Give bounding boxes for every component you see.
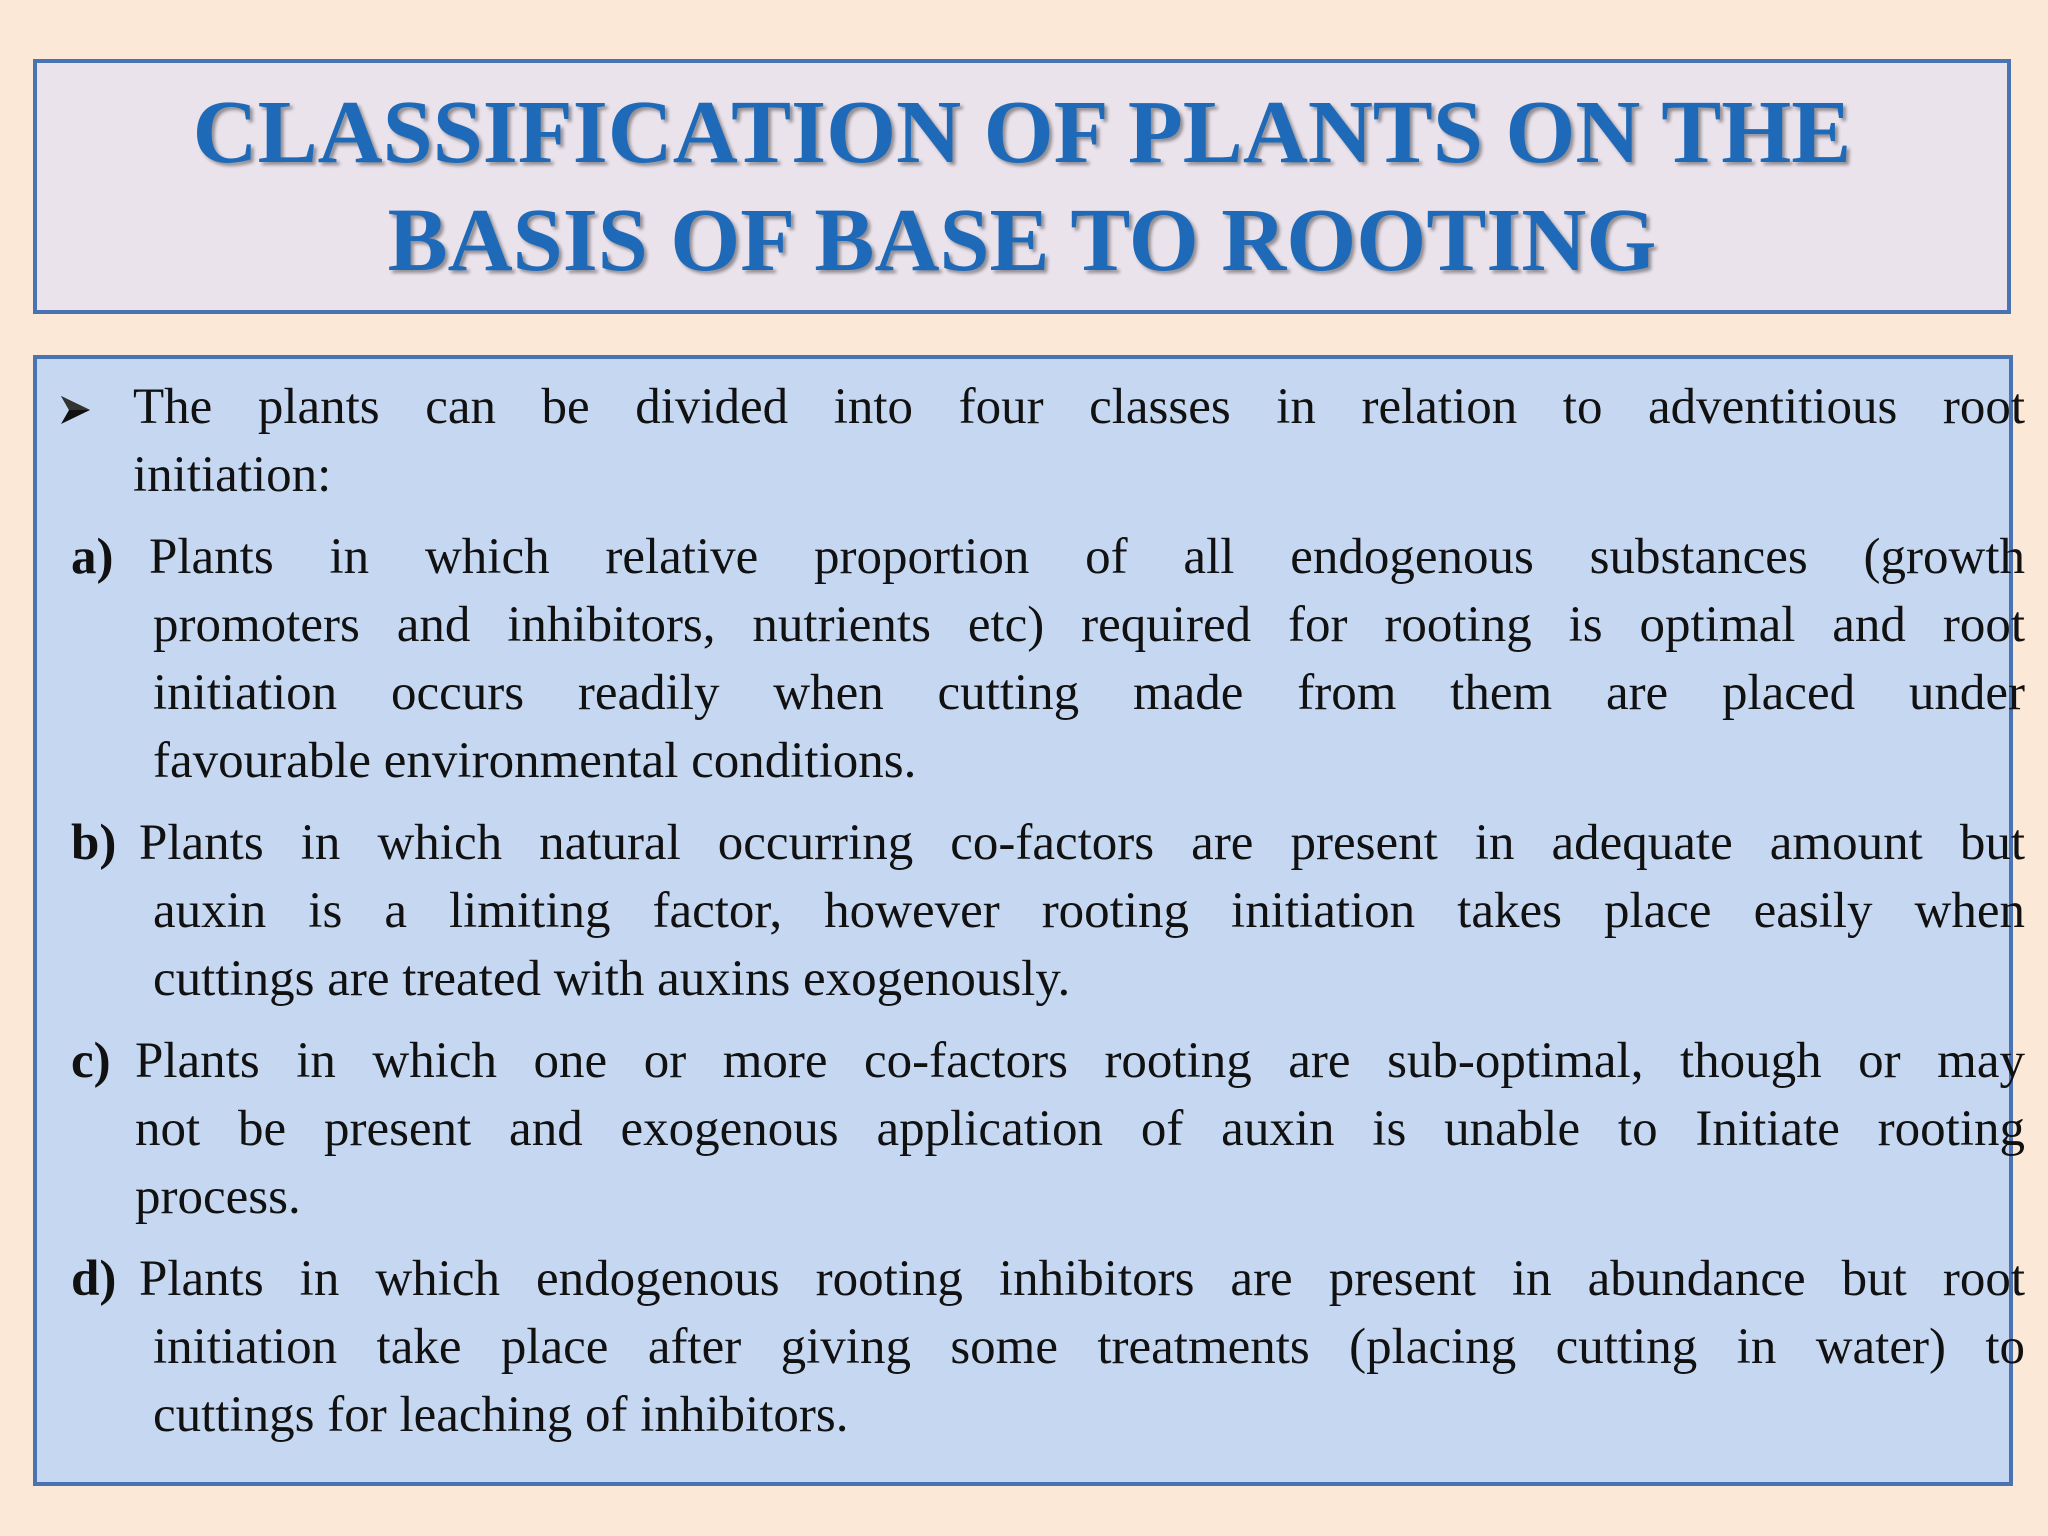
item-b-text: [139, 809, 2025, 1013]
item-line: cuttings for leaching of inhibitors.: [153, 1387, 849, 1443]
slide-title-line-1: CLASSIFICATION OF PLANTS ON THE: [192, 82, 1852, 182]
content-box: [33, 355, 2025, 1486]
item-d-text: [139, 1245, 2025, 1449]
item-line: Plants in which endogenous rooting inhibitors are present in abundance but root: [139, 1251, 2025, 1307]
item-line: process.: [135, 1169, 301, 1225]
item-line: favourable environmental conditions.: [153, 733, 917, 789]
slide-title-line-2: BASIS OF BASE TO ROOTING: [387, 190, 1657, 290]
item-line: initiation take place after giving some treatments (placing cutting in water) to: [153, 1319, 2025, 1375]
item-line: auxin is a limiting factor, however rooting initiation takes place easily when: [153, 883, 2025, 939]
intro-line: initiation:: [133, 447, 332, 503]
item-marker-a: a): [71, 529, 114, 585]
item-c-text: [135, 1027, 2025, 1231]
title-box: [33, 59, 2011, 314]
item-line: promoters and inhibitors, nutrients etc) required for rooting is optimal and root: [153, 597, 2025, 653]
item-line: Plants in which relative proportion of all endogenous substances (growth: [149, 529, 2025, 585]
item-line: cuttings are treated with auxins exogenously.: [153, 951, 1071, 1007]
intro-line: The plants can be divided into four classes in relation to adventitious root: [133, 379, 2025, 435]
item-line: Plants in which natural occurring co-factors are present in adequate amount but: [139, 815, 2025, 871]
arrow-bullet-icon: [59, 393, 93, 427]
item-line: not be present and exogenous application of auxin is unable to Initiate rooting: [135, 1101, 2025, 1157]
item-line: Plants in which one or more co-factors rooting are sub-optimal, though or may: [135, 1033, 2025, 1089]
item-marker-b: b): [71, 815, 117, 871]
item-a-text: [149, 523, 2025, 795]
intro-paragraph: [133, 373, 2025, 509]
item-marker-c: c): [71, 1033, 111, 1089]
item-line: initiation occurs readily when cutting made from them are placed under: [153, 665, 2025, 721]
item-marker-d: d): [71, 1251, 117, 1307]
